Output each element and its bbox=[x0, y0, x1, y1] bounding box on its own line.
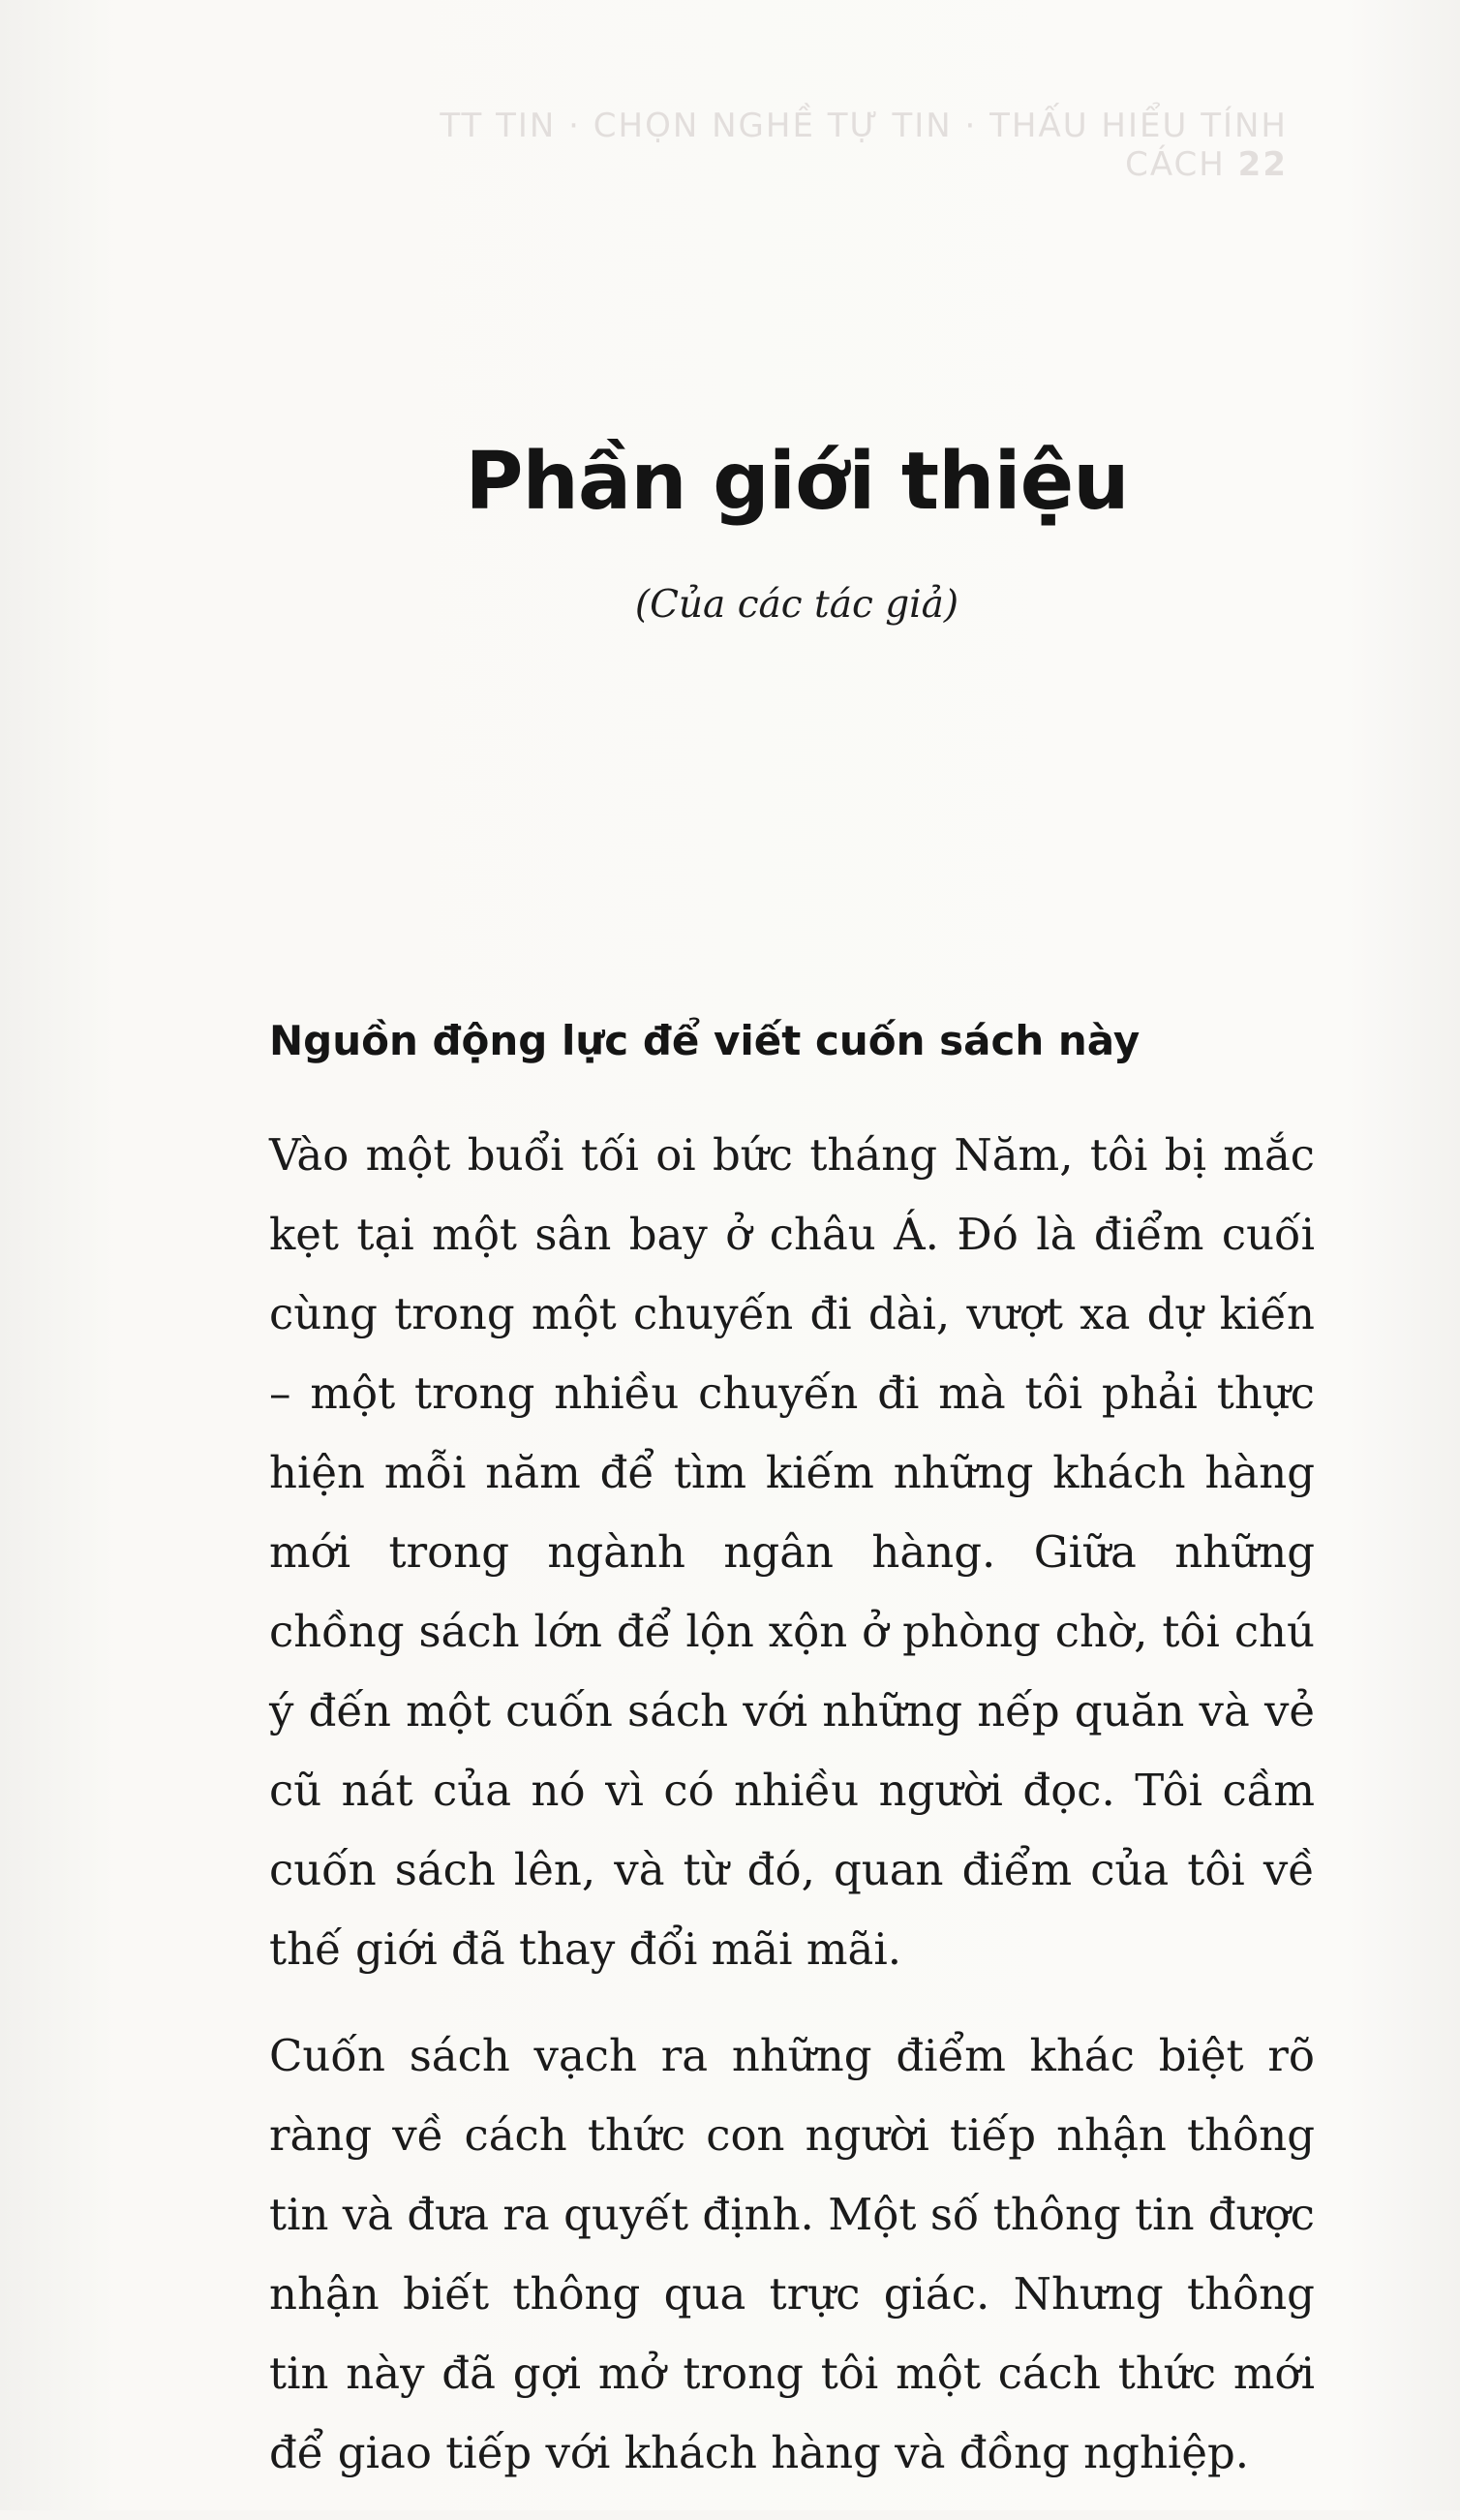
bleed-through-header bbox=[329, 107, 1336, 184]
paragraph: Vào một buổi tối oi bức tháng Năm, tôi bị mắc kẹt tại một sân bay ở châu Á. Đó là điểm cuối cùng trong một chuyến đi dài, vượt xa dự kiến – một trong nhiều chuyến đi mà tôi phải thực hiện mỗi năm để tìm kiếm những khách hàng mới trong ngành ngân hàng. Giữa những chồng sách lớn để lộn xộn ở phòng chờ, tôi chú ý đến một cuốn sách với những nếp quăn và vẻ cũ nát của nó vì có nhiều người đọc. Tôi cầm cuốn sách lên, và từ đó, quan điểm của tôi về thế giới đã thay đổi mãi mãi. bbox=[269, 1129, 1315, 1975]
bleed-through-text bbox=[329, 107, 1336, 184]
chapter-subtitle: (Của các tác giả) bbox=[634, 583, 959, 627]
paragraph: Cuốn sách vạch ra những điểm khác biệt rõ ràng về cách thức con người tiếp nhận thông tin và đưa ra quyết định. Một số thông tin được nhận biết thông qua trực giác. Nhưng thông tin này đã gợi mở trong tôi một cách thức mới để giao tiếp với khách hàng và đồng nghiệp. bbox=[269, 2030, 1315, 2478]
section-heading: Nguồn động lực để viết cuốn sách này bbox=[269, 1017, 1141, 1064]
body-text bbox=[269, 1116, 1315, 2520]
chapter-title: Phần giới thiệu bbox=[465, 436, 1129, 528]
bleed-through-page-number: 22 bbox=[1237, 145, 1288, 184]
bleed-through-header-text: TT TIN · CHỌN NGHỀ TỰ TIN · THẤU HIỂU TÍNH CÁCH bbox=[440, 107, 1288, 184]
